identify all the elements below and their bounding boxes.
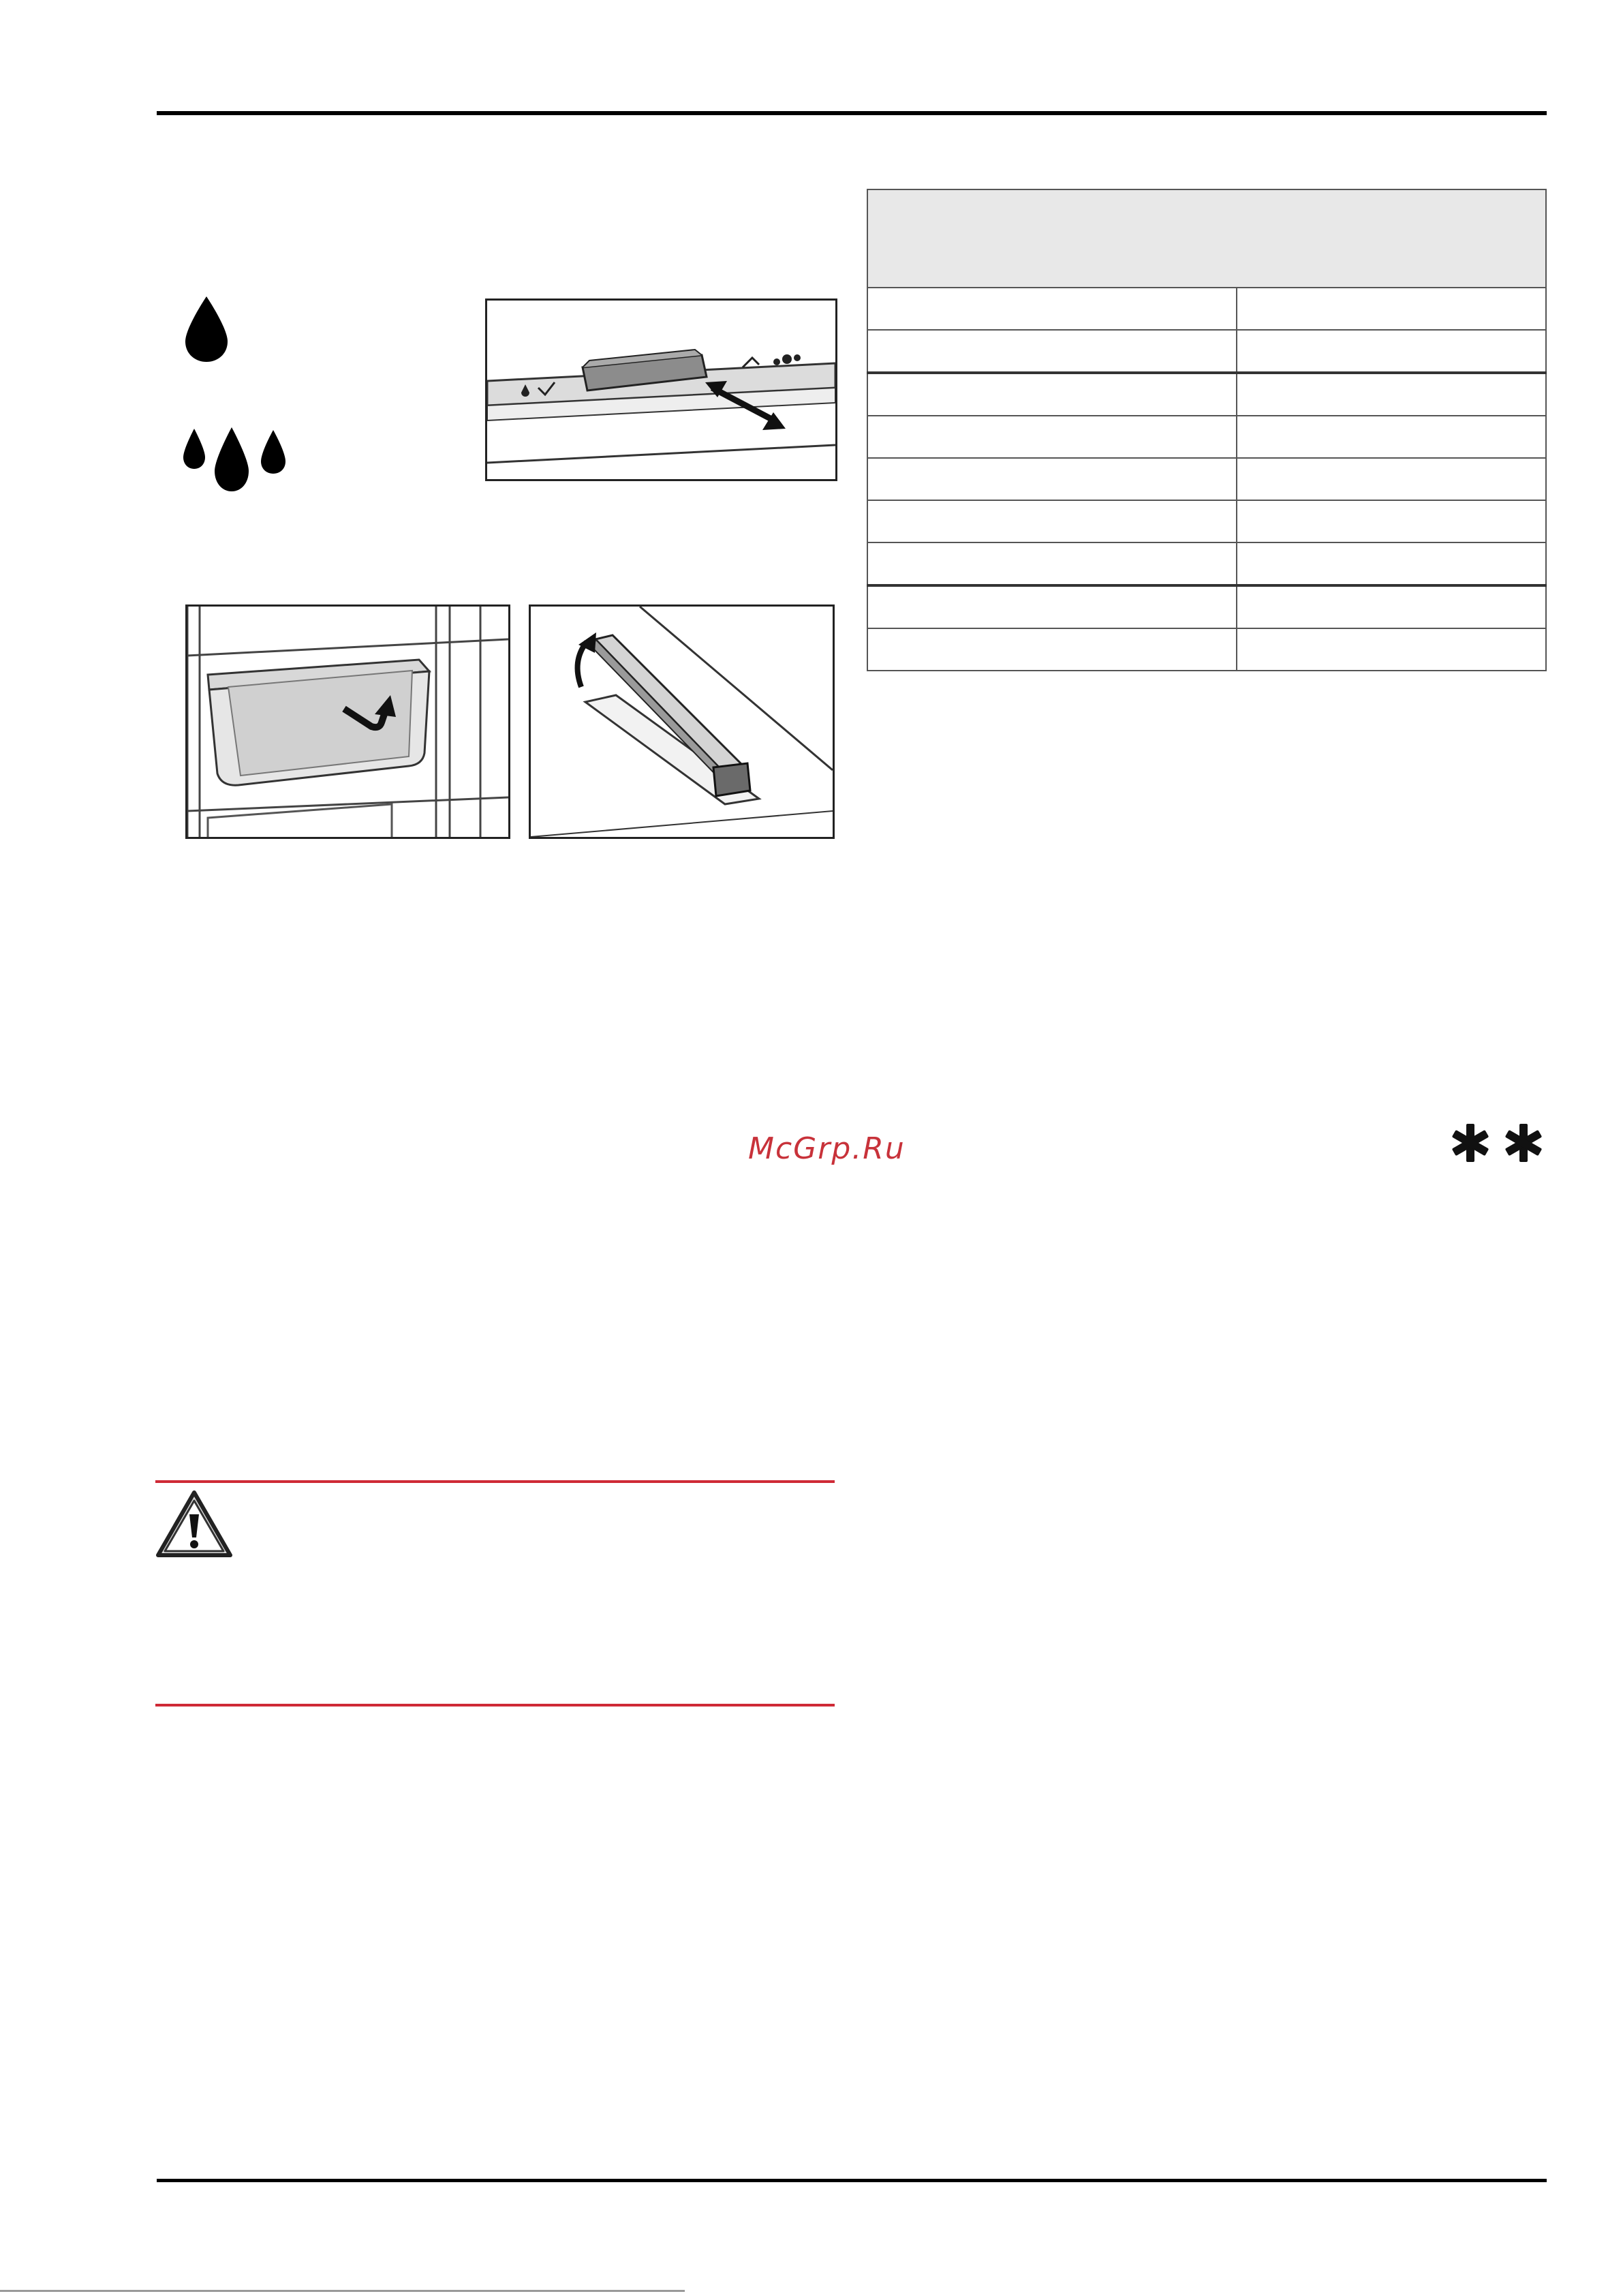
- table-cell: [1237, 628, 1546, 671]
- warning-bottom-rule: [155, 1704, 835, 1706]
- table-row: [867, 585, 1546, 628]
- table-cell: [867, 500, 1237, 542]
- table-row: [867, 288, 1546, 330]
- table-cell: [1237, 500, 1546, 542]
- table-cell: [867, 542, 1237, 585]
- warning-top-rule: [155, 1480, 835, 1483]
- footer-rule: [157, 2179, 1547, 2182]
- table-cell: [867, 330, 1237, 373]
- filter-cover-illustration: [529, 604, 835, 839]
- table-row: [867, 628, 1546, 671]
- table-cell: [867, 416, 1237, 458]
- crisper-drawer-illustration: [185, 604, 510, 839]
- watermark: McGrp.Ru: [748, 1131, 906, 1166]
- water-drop-icon: [183, 295, 230, 363]
- table-row: [867, 330, 1546, 373]
- table-header-cell: [867, 189, 1546, 288]
- two-star-icon: [1450, 1122, 1547, 1164]
- table-cell: [867, 585, 1237, 628]
- table-row: [867, 458, 1546, 500]
- table-cell: [867, 288, 1237, 330]
- page-edge-line: [0, 2290, 685, 2292]
- table-cell: [1237, 373, 1546, 416]
- table-row: [867, 542, 1546, 585]
- table-row: [867, 416, 1546, 458]
- table-header-row: [867, 189, 1546, 288]
- table-cell: [1237, 458, 1546, 500]
- table-cell: [1237, 288, 1546, 330]
- table-cell: [867, 458, 1237, 500]
- table-row: [867, 500, 1546, 542]
- table-cell: [1237, 330, 1546, 373]
- table-cell: [1237, 416, 1546, 458]
- table-cell: [1237, 585, 1546, 628]
- table-row: [867, 373, 1546, 416]
- header-rule: [157, 111, 1547, 115]
- table-cell: [867, 628, 1237, 671]
- table-cell: [867, 373, 1237, 416]
- table-cell: [1237, 542, 1546, 585]
- warning-triangle-icon: [154, 1487, 234, 1561]
- humidity-slider-illustration: [485, 299, 837, 481]
- water-drops-icon: [181, 426, 293, 494]
- data-table: [867, 189, 1547, 671]
